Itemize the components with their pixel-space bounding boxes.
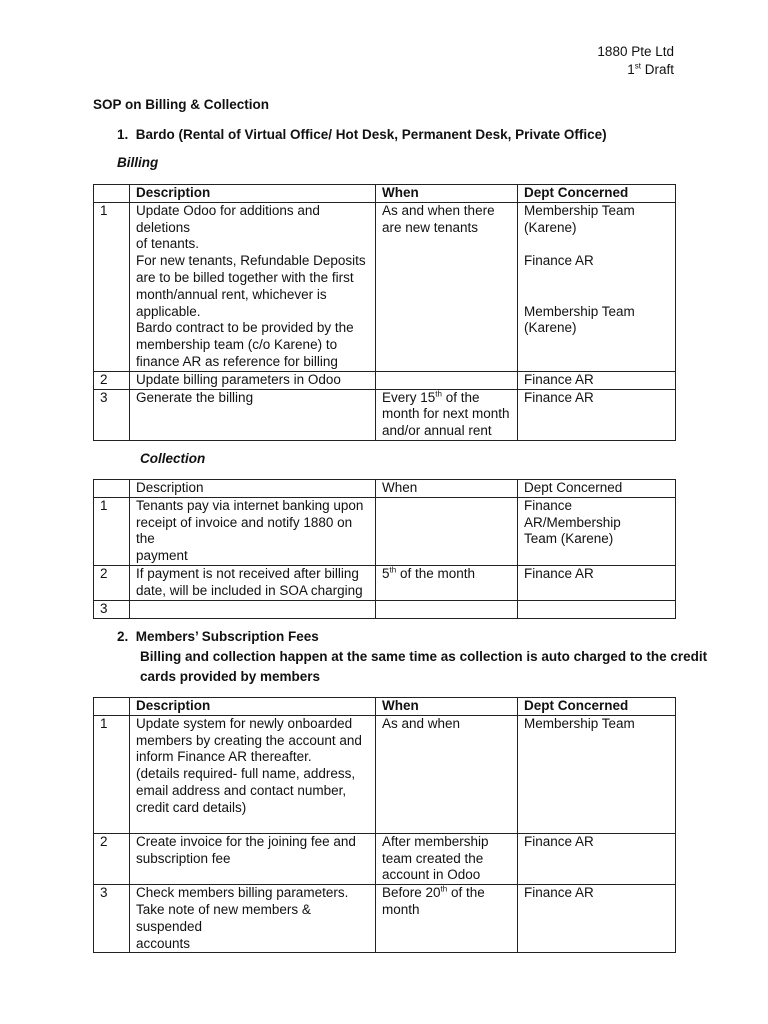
row-description: Update system for newly onboarded members by creating the account and inform Finance AR thereafter. (details required- full name, address, email address and contact number, credit card details) bbox=[130, 715, 376, 833]
row-dept: Finance AR bbox=[518, 885, 676, 953]
section2-subheading-1: Billing and collection happen at the same time as collection is auto charged to the credit bbox=[140, 649, 708, 664]
row-description: Tenants pay via internet banking upon receipt of invoice and notify 1880 on the payment bbox=[130, 497, 376, 565]
header-when: When bbox=[376, 480, 518, 498]
table-row bbox=[94, 833, 676, 884]
table-row bbox=[94, 715, 676, 833]
section2-subheading-2: cards provided by members bbox=[140, 669, 321, 684]
row-description bbox=[130, 600, 376, 618]
table-row bbox=[94, 497, 676, 565]
subscription-table bbox=[93, 697, 676, 953]
row-number: 2 bbox=[94, 371, 130, 389]
row-number: 1 bbox=[94, 202, 130, 371]
draft-label: 1st Draft bbox=[627, 61, 674, 77]
row-when: As and when bbox=[376, 715, 518, 833]
table-row bbox=[94, 600, 676, 618]
row-when: Before 20th of the month bbox=[376, 885, 518, 953]
row-dept: Finance AR bbox=[518, 565, 676, 600]
row-number: 3 bbox=[94, 885, 130, 953]
row-description: Update billing parameters in Odoo bbox=[130, 371, 376, 389]
header-description: Description bbox=[130, 480, 376, 498]
row-when: Every 15th of the month for next month and/or annual rent bbox=[376, 389, 518, 440]
row-number: 2 bbox=[94, 565, 130, 600]
row-when bbox=[376, 497, 518, 565]
row-number: 1 bbox=[94, 497, 130, 565]
row-description: If payment is not received after billing date, will be included in SOA charging bbox=[130, 565, 376, 600]
section2-heading: 2. Members’ Subscription Fees bbox=[117, 629, 319, 644]
header-dept: Dept Concerned bbox=[518, 480, 676, 498]
row-dept bbox=[518, 600, 676, 618]
table-row bbox=[94, 885, 676, 953]
header-description: Description bbox=[130, 185, 376, 203]
collection-table bbox=[93, 479, 676, 619]
row-number: 1 bbox=[94, 715, 130, 833]
table-row bbox=[94, 565, 676, 600]
row-when: 5th of the month bbox=[376, 565, 518, 600]
billing-label: Billing bbox=[117, 155, 159, 170]
row-dept: Membership Team (Karene) Finance AR Membership Team (Karene) bbox=[518, 202, 676, 371]
header-when: When bbox=[376, 698, 518, 716]
collection-table-header bbox=[94, 480, 676, 498]
row-number: 3 bbox=[94, 600, 130, 618]
company-name: 1880 Pte Ltd bbox=[597, 44, 674, 59]
collection-label: Collection bbox=[140, 451, 206, 466]
billing-table bbox=[93, 184, 676, 441]
header-dept: Dept Concerned bbox=[518, 698, 676, 716]
header-description: Description bbox=[130, 698, 376, 716]
table-row bbox=[94, 371, 676, 389]
row-dept: Membership Team bbox=[518, 715, 676, 833]
row-dept: Finance AR/Membership Team (Karene) bbox=[518, 497, 676, 565]
row-description: Create invoice for the joining fee and subscription fee bbox=[130, 833, 376, 884]
row-when: After membership team created the account in Odoo bbox=[376, 833, 518, 884]
row-when: As and when there are new tenants bbox=[376, 202, 518, 371]
document-title: SOP on Billing & Collection bbox=[93, 97, 270, 112]
row-dept: Finance AR bbox=[518, 389, 676, 440]
row-dept: Finance AR bbox=[518, 833, 676, 884]
table-row bbox=[94, 202, 676, 371]
header-dept: Dept Concerned bbox=[518, 185, 676, 203]
row-dept: Finance AR bbox=[518, 371, 676, 389]
billing-table-header bbox=[94, 185, 676, 203]
subscription-table-header bbox=[94, 698, 676, 716]
row-when bbox=[376, 371, 518, 389]
header-when: When bbox=[376, 185, 518, 203]
row-description: Update Odoo for additions and deletions of tenants. For new tenants, Refundable Deposits are to be billed together with the first month/annual rent, whichever is applicable. Bardo contract to be provided by the membership team (c/o Karene) to finance AR as reference for billing bbox=[130, 202, 376, 371]
row-number: 2 bbox=[94, 833, 130, 884]
row-description: Generate the billing bbox=[130, 389, 376, 440]
row-number: 3 bbox=[94, 389, 130, 440]
section1-heading: 1. Bardo (Rental of Virtual Office/ Hot Desk, Permanent Desk, Private Office) bbox=[117, 127, 607, 142]
table-row bbox=[94, 389, 676, 440]
row-description: Check members billing parameters. Take note of new members & suspended accounts bbox=[130, 885, 376, 953]
row-when bbox=[376, 600, 518, 618]
